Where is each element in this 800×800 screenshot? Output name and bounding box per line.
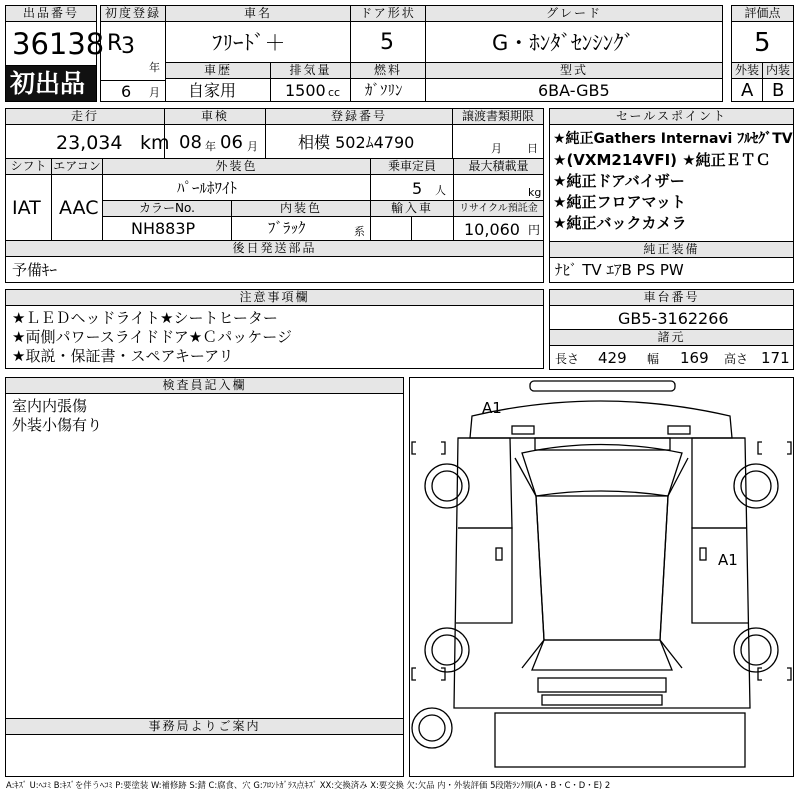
mileage-unit: km [140,132,170,154]
length-label: 長さ [555,352,580,366]
a-pillar-right [660,458,688,668]
inspection-label: 車検 [164,108,266,125]
chassis-label: 車台番号 [549,289,794,306]
hood-shape [470,401,732,438]
width: 169 [680,349,709,367]
inspector-line: 外装小傷有り [12,416,103,434]
tailgate-shape [538,678,666,692]
max-load-unit: kg [528,186,542,199]
lot-number-label: 出品番号 [5,5,97,22]
selling-points-label: セールスポイント [549,108,794,125]
headlight-left [512,426,534,434]
model-cell [425,78,723,102]
inspection-cell [164,124,266,159]
delivery: 予備ｷｰ [12,261,58,279]
first-listing-badge [5,65,97,102]
first-listing-text: 初出品 [10,69,86,98]
door-label: ドア形状 [350,5,426,22]
note-line: ★取説・保証書・スペアキーアリ [12,347,234,365]
damage-legend: A:ｷｽﾞ U:ﾍｺﾐ B:ｷｽﾞを伴うﾍｺﾐ P:要塗装 W:補修跡 S:錆 C:腐食、穴 G:ﾌﾛﾝﾄｶﾞﾗｽ点ｷｽﾞ XX:交換済み X:要交換 欠:欠品 内・外装評価 5段階ﾗﾝｸ順(A・B・C・D・E) 2 [6,780,611,790]
model: 6BA-GB5 [538,81,610,100]
displacement-cell [270,78,351,102]
month-unit: 月 [149,86,160,99]
score-cell [731,21,794,63]
grade: G・ﾎﾝﾀﾞｾﾝｼﾝｸﾞ [492,31,635,55]
displacement-unit: cc [328,86,341,99]
reg-month-cell [100,80,166,102]
transfer-day-unit: 日 [527,142,538,155]
score-label: 評価点 [731,5,794,22]
mileage: 23,034 [56,132,123,154]
specs-label: 諸元 [549,329,794,346]
length: 429 [598,349,627,367]
windshield-shape [522,445,682,497]
grade-cell [425,21,723,63]
history-label: 車歴 [165,62,271,79]
delivery-cell [5,256,544,283]
rear-door-right [692,528,748,623]
mileage-label: 走行 [5,108,165,125]
door: 5 [380,30,394,55]
spare-tire [412,708,452,748]
damage-diagram [409,377,794,777]
rear-door-left [456,528,512,623]
exterior-label: 外装 [731,62,763,79]
specs-cell [549,345,794,370]
damage-mark-front: A1 [482,399,502,417]
selling-point-line: ★純正バックカメラ [553,214,687,232]
fuel: ｶﾞｿﾘﾝ [365,81,403,99]
height-label: 高さ [724,352,749,366]
history: 自家用 [188,81,237,100]
first-reg-cell [100,21,166,81]
roof-shape [536,496,668,640]
lot-number-cell [5,21,105,66]
capacity-cell [370,174,454,201]
shift-label: シフト [5,158,52,175]
handle-left [496,548,502,560]
car-diagram-svg [410,378,793,776]
max-load-cell [453,174,544,201]
inspector-cell [5,393,404,719]
plate-cell [265,124,453,159]
bracket-right-top [758,442,762,454]
capacity: 5 [412,179,423,198]
int-color-label: 内装色 [231,200,371,217]
import-cell-a [370,216,412,241]
exterior-grade-cell [731,78,763,102]
lot-number: 36138 [12,27,105,61]
notes-label: 注意事項欄 [5,289,544,306]
capacity-label: 乗車定員 [370,158,454,175]
capacity-unit: 人 [435,184,446,197]
insp-year: 08 [179,132,202,153]
rear-bumper-shape [542,695,662,705]
door-cell [350,21,426,63]
ac-cell [51,174,103,241]
recycle-cell [453,216,544,241]
width-label: 幅 [647,352,660,366]
import-label: 輸入車 [370,200,454,217]
selling-point-line: ★(VXM214VFI) ★純正ＥＴＣ [553,151,771,169]
ext-color: ﾊﾟｰﾙﾎﾜｲﾄ [177,179,238,197]
insp-year-unit: 年 [205,140,216,153]
chassis-number: GB5-3162266 [618,309,729,328]
inspector-line: 室内内張傷 [12,397,88,415]
displacement: 1500 [285,81,326,100]
score: 5 [754,28,771,58]
interior-grade: B [772,80,785,101]
max-load-label: 最大積載量 [453,158,544,175]
displacement-label: 排気量 [270,62,351,79]
rear-window-shape [532,640,672,670]
reg-year: 3 [121,34,135,59]
selling-point-line: ★純正フロアマット [553,193,686,211]
transfer-month-unit: 月 [491,142,502,155]
car-name: ﾌﾘｰﾄﾞ＋ [212,31,286,55]
bracket-left-bottom [412,668,416,680]
history-cell [165,78,271,102]
color-no-cell [102,216,232,241]
headlight-right [668,426,690,434]
interior-grade-cell [762,78,794,102]
int-color-cell [231,216,371,241]
color-no: NH883P [131,219,196,238]
office-cell [5,734,404,777]
int-color-unit: 系 [354,225,365,238]
exterior-grade: A [741,80,754,101]
car-name-cell [165,21,351,63]
transfer-label: 譲渡書類期限 [452,108,544,125]
ac-label: エアコン [51,158,103,175]
shift-cell [5,174,52,241]
recycle-unit: 円 [528,223,541,237]
grade-label: グレード [425,5,723,22]
selling-point-line: ★純正ドアバイザー [553,172,685,190]
equipment-label: 純正装備 [549,241,794,258]
notes-cell [5,305,544,369]
a-pillar-left [515,458,544,668]
int-color: ﾌﾞﾗｯｸ [268,219,306,237]
handle-right [700,548,706,560]
car-name-label: 車名 [165,5,351,22]
inspector-label: 検査員記入欄 [5,377,404,394]
front-door-right [692,438,746,528]
bracket-left-top [412,442,416,454]
note-line: ★ＬＥＤヘッドライト★シートヒーター [12,309,278,327]
body-outline [454,438,750,708]
recycle: 10,060 [464,220,520,239]
mileage-cell [5,124,170,159]
height: 171 [761,349,790,367]
equipment-cell [549,257,794,283]
fuel-label: 燃料 [350,62,426,79]
selling-point-line: ★純正Gathers Internavi ﾌﾙｾｸﾞTV [553,131,793,147]
ext-color-cell [102,174,371,201]
selling-points-cell [549,124,794,242]
fuel-cell [350,78,426,102]
front-door-left [458,438,512,528]
chassis-cell [549,305,794,330]
ac: AAC [59,197,99,219]
era: R [107,31,123,56]
delivery-label: 後日発送部品 [5,240,544,257]
equipment: ﾅﾋﾞ TV ｴｱB PS PW [555,261,684,279]
insp-month-unit: 月 [247,140,258,153]
insp-month: 06 [220,132,243,153]
spare-area [495,713,745,767]
import-cell-b [411,216,454,241]
front-bumper-shape [530,381,675,391]
reg-month: 6 [121,82,132,101]
note-line: ★両側パワースライドドア★Ｃパッケージ [12,328,292,346]
shift: IAT [12,197,41,219]
recycle-label: リサイクル預託金 [453,200,544,217]
year-unit: 年 [149,61,160,74]
model-label: 型式 [425,62,723,79]
plate-label: 登録番号 [265,108,453,125]
transfer-cell [452,124,544,159]
bracket-right-bottom [758,668,762,680]
ext-color-label: 外装色 [102,158,371,175]
damage-mark-side: A1 [718,551,738,569]
interior-label: 内装 [762,62,794,79]
office-label: 事務局よりご案内 [5,718,404,735]
color-no-label: カラーNo. [102,200,232,217]
first-reg-label: 初度登録 [100,5,166,22]
plate: 相模 502ﾑ4790 [298,133,415,152]
